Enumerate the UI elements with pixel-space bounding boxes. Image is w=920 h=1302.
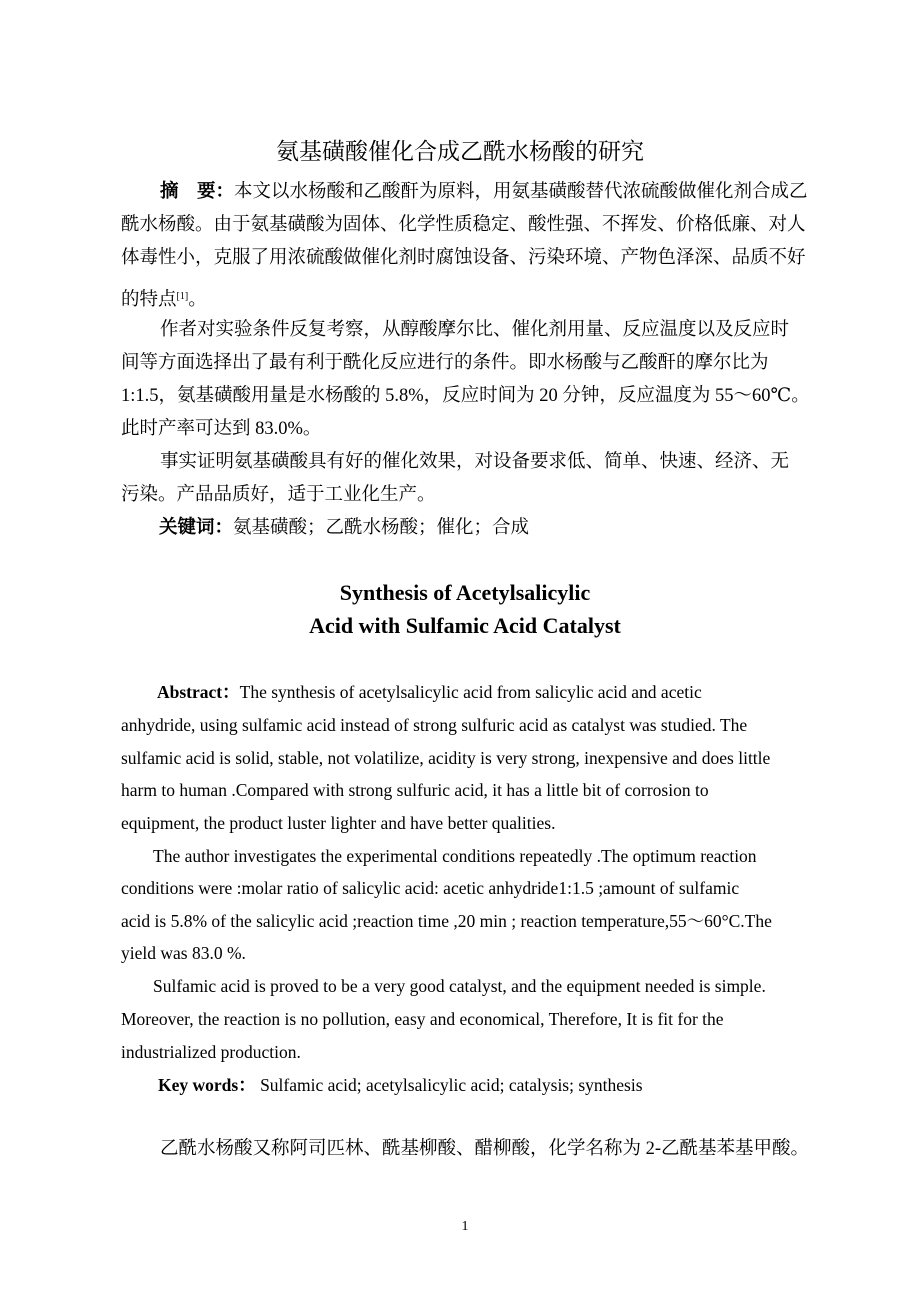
abstract-en-line: Sulfamic acid is proved to be a very good catalyst, and the equipment needed is simple. (153, 976, 766, 996)
abstract-en-label: Abstract： (157, 682, 240, 702)
keywords-cn-label: 关键词： (159, 518, 234, 538)
abstract-en-line: harm to human .Compared with strong sulfuric acid, it has a little bit of corrosion to (121, 780, 709, 800)
abstract-cn-line: 事实证明氨基磺酸具有好的催化效果，对设备要求低、简单、快速、经济、无 (160, 452, 790, 472)
title-english-line1: Synthesis of Acetylsalicylic (339, 580, 591, 605)
abstract-cn-line: 间等方面选择出了最有利于酰化反应进行的条件。即水杨酸与乙酸酐的摩尔比为 (121, 353, 769, 373)
abstract-en-line: yield was 83.0 %. (121, 943, 246, 963)
abstract-cn-line: 此时产率可达到 83.0%。 (121, 419, 322, 439)
abstract-cn-line: 污染。产品品质好，适于工业化生产。 (121, 485, 436, 505)
citation[interactable]: [1] (176, 291, 189, 302)
abstract-cn-line: 摘 要：本文以水杨酸和乙酸酐为原料，用氨基磺酸替代浓硫酸做催化剂合成乙 (160, 182, 808, 202)
title-english-line2: Acid with Sulfamic Acid Catalyst (309, 613, 621, 638)
abstract-cn-label: 摘 要： (160, 182, 235, 202)
keywords-cn: 关键词：氨基磺酸；乙酰水杨酸；催化；合成 (159, 518, 530, 538)
abstract-en-line: equipment, the product luster lighter and have better qualities. (121, 813, 556, 833)
abstract-en-line: conditions were :molar ratio of salicylic acid: acetic anhydride1:1.5 ;amount of sulfamic (121, 878, 740, 898)
body-paragraph: 乙酰水杨酸又称阿司匹林、酰基柳酸、醋柳酸，化学名称为 2-乙酰基苯基甲酸。 (160, 1139, 810, 1159)
abstract-en-line: Moreover, the reaction is no pollution, easy and economical, Therefore, It is fit for the (121, 1009, 724, 1029)
abstract-cn-line: 酰水杨酸。由于氨基磺酸为固体、化学性质稳定、酸性强、不挥发、价格低廉、对人 (121, 215, 806, 235)
abstract-cn-line: 体毒性小，克服了用浓硫酸做催化剂时腐蚀设备、污染环境、产物色泽深、品质不好 (121, 248, 806, 268)
abstract-en-line: industrialized production. (121, 1042, 301, 1062)
abstract-cn-line: 作者对实验条件反复考察，从醇酸摩尔比、催化剂用量、反应温度以及反应时 (160, 320, 790, 340)
page-number: 1 (461, 1219, 469, 1234)
keywords-en: Key words： Sulfamic acid; acetylsalicylic acid; catalysis; synthesis (158, 1075, 643, 1095)
abstract-cn-line: 的特点[1]。 (121, 290, 207, 310)
abstract-en-line: sulfamic acid is solid, stable, not volatilize, acidity is very strong, inexpensive and does little (121, 748, 771, 768)
abstract-en-line: anhydride, using sulfamic acid instead of strong sulfuric acid as catalyst was studied. The (121, 715, 748, 735)
abstract-en-line: Abstract：The synthesis of acetylsalicylic acid from salicylic acid and acetic (157, 682, 702, 702)
abstract-en-line: The author investigates the experimental conditions repeatedly .The optimum reaction (153, 846, 757, 866)
abstract-en-line: acid is 5.8% of the salicylic acid ;reaction time ,20 min ; reaction temperature,55～60°C.The (121, 911, 772, 931)
title-chinese: 氨基磺酸催化合成乙酰水杨酸的研究 (276, 139, 644, 165)
keywords-en-label: Key words： (158, 1075, 256, 1095)
abstract-cn-line: 1:1.5，氨基磺酸用量是水杨酸的 5.8%，反应时间为 20 分钟，反应温度为 55～60℃。 (121, 386, 810, 406)
